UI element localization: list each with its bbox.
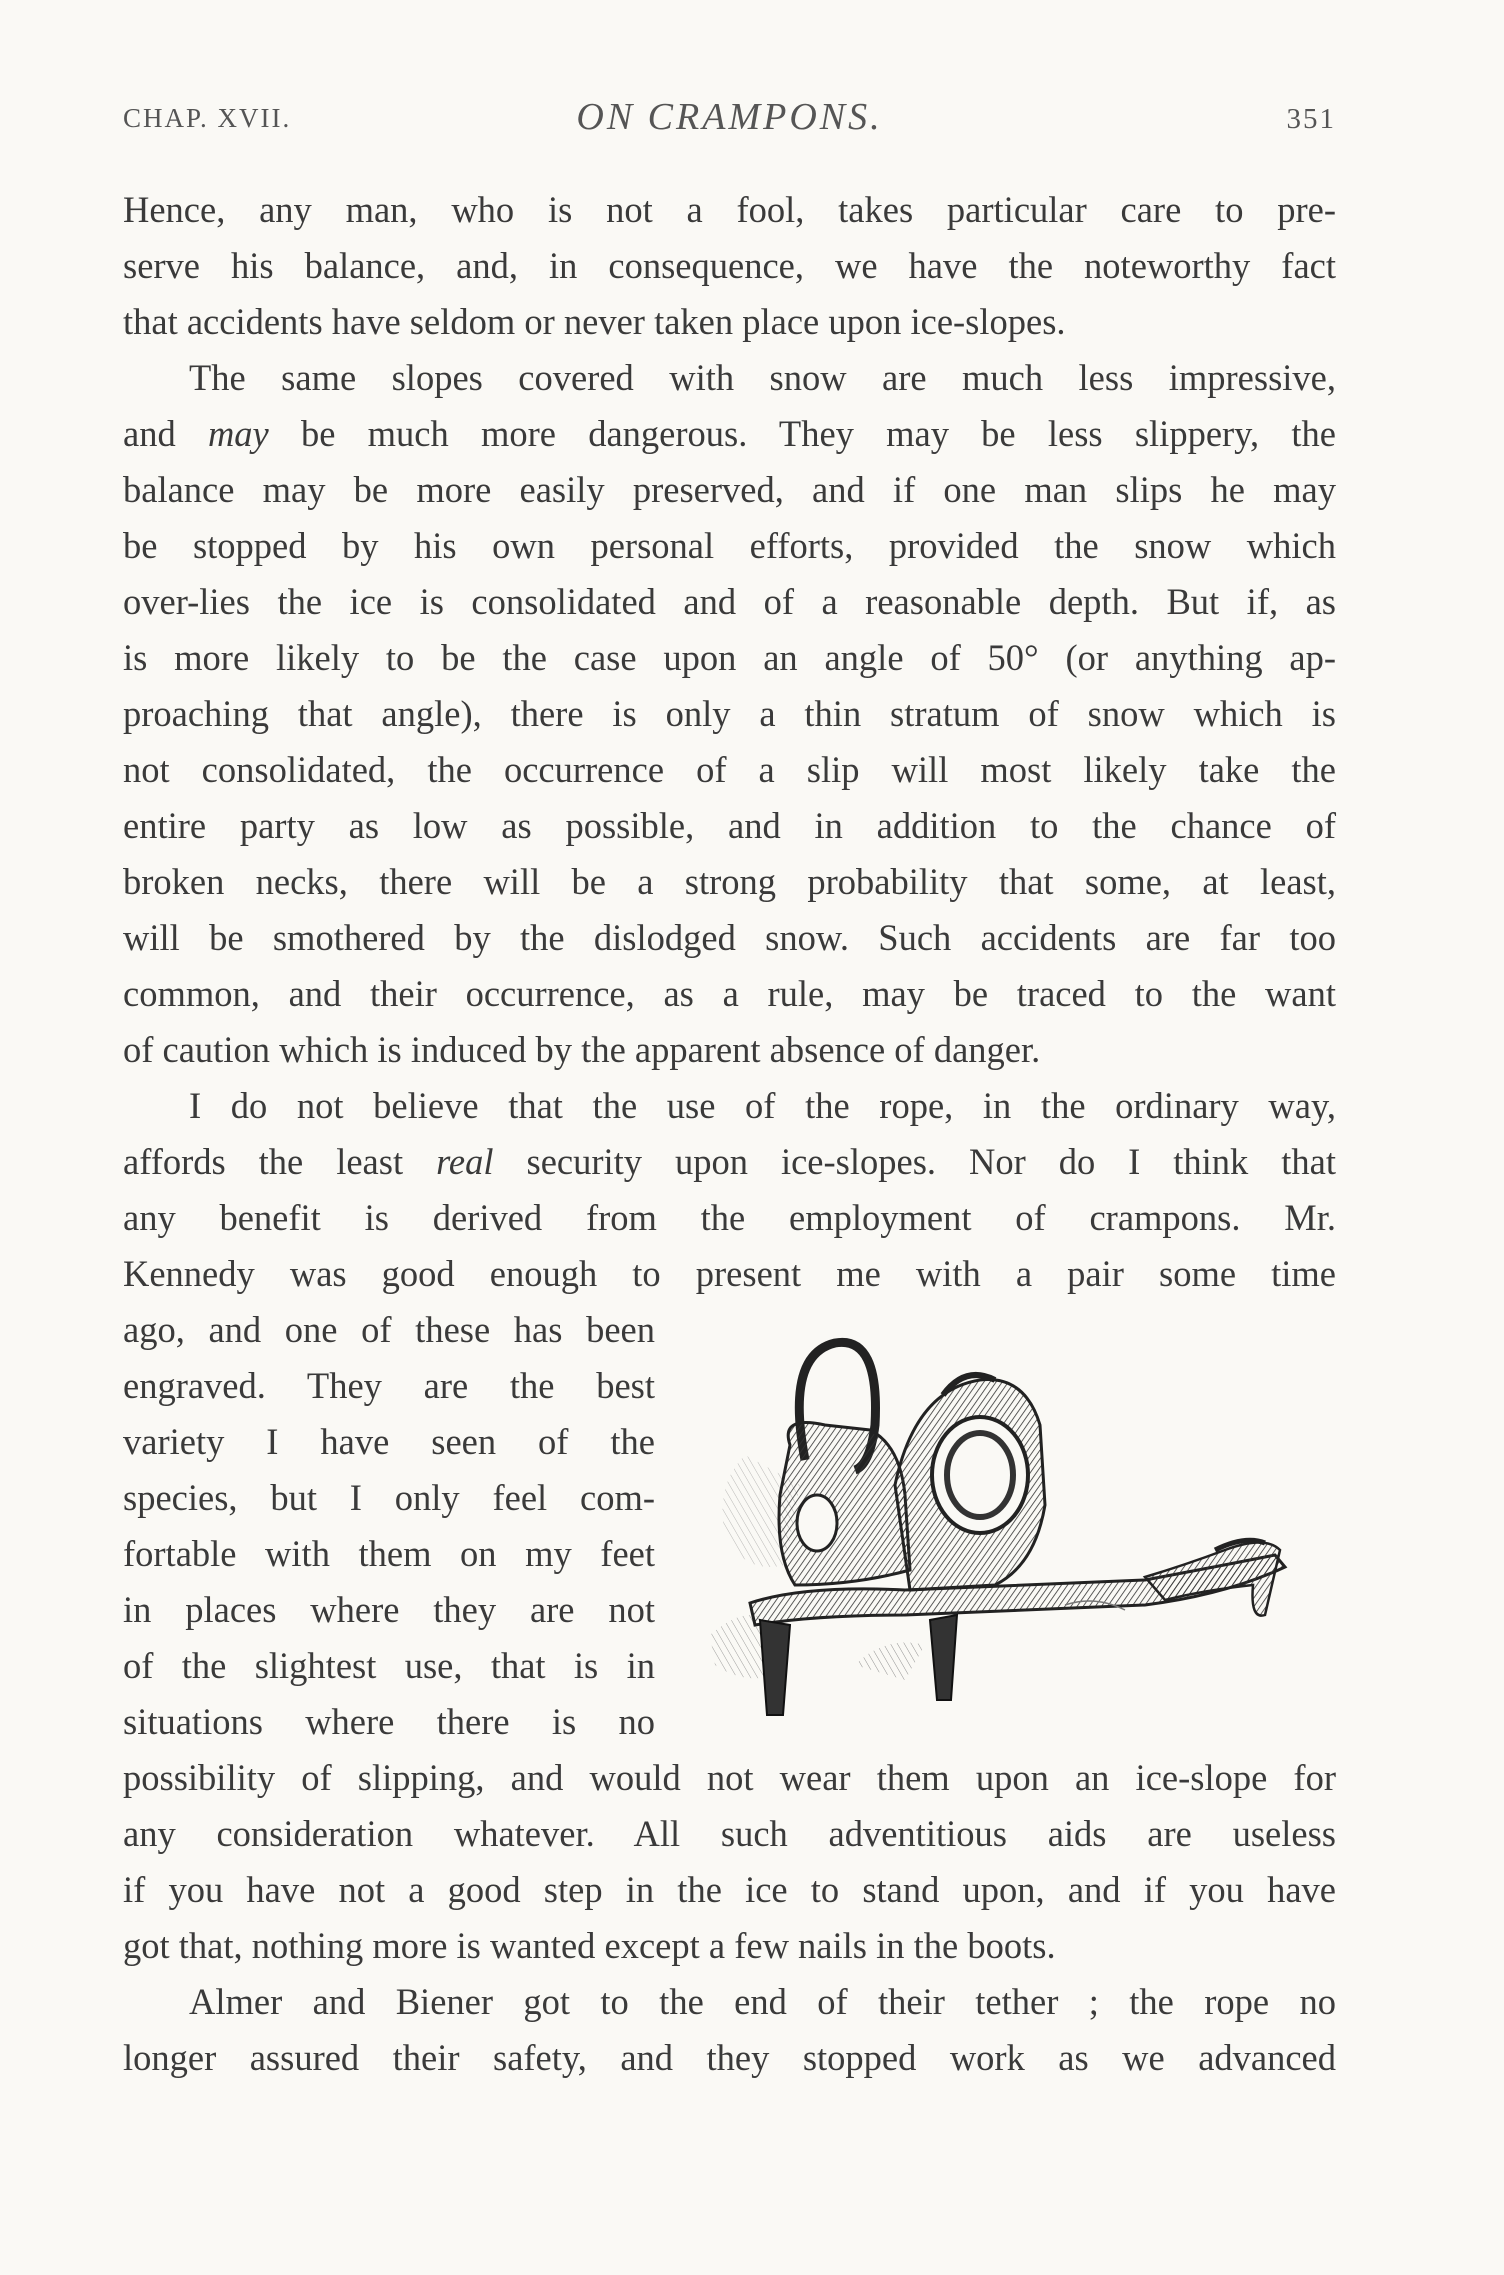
text-line: I do not believe that the use of the rope, in the ordinary way, bbox=[189, 1085, 1336, 1126]
text-line: variety I have seen of the bbox=[123, 1421, 655, 1462]
text-line: Kennedy was good enough to present me with a pair some time bbox=[123, 1253, 1336, 1294]
text-line: in places where they are not bbox=[123, 1589, 655, 1630]
text-line: common, and their occurrence, as a rule, may be traced to the want bbox=[123, 973, 1336, 1014]
text-line: not consolidated, the occurrence of a slip will most likely take the bbox=[123, 749, 1336, 790]
text-line: Almer and Biener got to the end of their tether ; the rope no bbox=[189, 1981, 1336, 2022]
text-line: fortable with them on my feet bbox=[123, 1533, 655, 1574]
text-line: situations where there is no bbox=[123, 1701, 655, 1742]
running-header bbox=[123, 95, 1336, 145]
text-line: over-lies the ice is consolidated and of a reasonable depth. But if, as bbox=[123, 581, 1336, 622]
text-line: is more likely to be the case upon an angle of 50° (or anything ap- bbox=[123, 637, 1336, 678]
text-line: got that, nothing more is wanted except a few nails in the boots. bbox=[123, 1925, 1056, 1966]
text-line: broken necks, there will be a strong probability that some, at least, bbox=[123, 861, 1336, 902]
text-line: serve his balance, and, in consequence, we have the noteworthy fact bbox=[123, 245, 1336, 286]
crampon-engraving bbox=[705, 1335, 1345, 1740]
text-line: any consideration whatever. All such adventitious aids are useless bbox=[123, 1813, 1336, 1854]
text-line: ago, and one of these has been bbox=[123, 1309, 655, 1350]
text-line: affords the least real security upon ice-slopes. Nor do I think that bbox=[123, 1141, 1336, 1182]
text-line: any benefit is derived from the employment of crampons. Mr. bbox=[123, 1197, 1336, 1238]
text-line: of caution which is induced by the apparent absence of danger. bbox=[123, 1029, 1041, 1070]
emphasis: may bbox=[207, 413, 269, 454]
chapter-label: CHAP. XVII. bbox=[123, 103, 292, 133]
text-line: Hence, any man, who is not a fool, takes particular care to pre- bbox=[123, 189, 1336, 230]
emphasis: real bbox=[436, 1141, 494, 1182]
page-title: ON CRAMPONS. bbox=[576, 96, 883, 138]
text-line: entire party as low as possible, and in addition to the chance of bbox=[123, 805, 1336, 846]
text-line: and may be much more dangerous. They may be less slippery, the bbox=[123, 413, 1336, 454]
text-line: species, but I only feel com- bbox=[123, 1477, 655, 1518]
text-line: that accidents have seldom or never taken place upon ice-slopes. bbox=[123, 301, 1066, 342]
page-number: 351 bbox=[1286, 103, 1336, 135]
text-line: engraved. They are the best bbox=[123, 1365, 655, 1406]
text-line: longer assured their safety, and they stopped work as we advanced bbox=[123, 2037, 1336, 2078]
text-line: be stopped by his own personal efforts, provided the snow which bbox=[123, 525, 1336, 566]
text-line: of the slightest use, that is in bbox=[123, 1645, 655, 1686]
text-line: if you have not a good step in the ice to stand upon, and if you have bbox=[123, 1869, 1336, 1910]
text-line: The same slopes covered with snow are much less impressive, bbox=[189, 357, 1336, 398]
text-line: will be smothered by the dislodged snow. Such accidents are far too bbox=[123, 917, 1336, 958]
text-line: possibility of slipping, and would not wear them upon an ice-slope for bbox=[123, 1757, 1336, 1798]
text-line: proaching that angle), there is only a thin stratum of snow which is bbox=[123, 693, 1336, 734]
text-line: balance may be more easily preserved, and if one man slips he may bbox=[123, 469, 1336, 510]
